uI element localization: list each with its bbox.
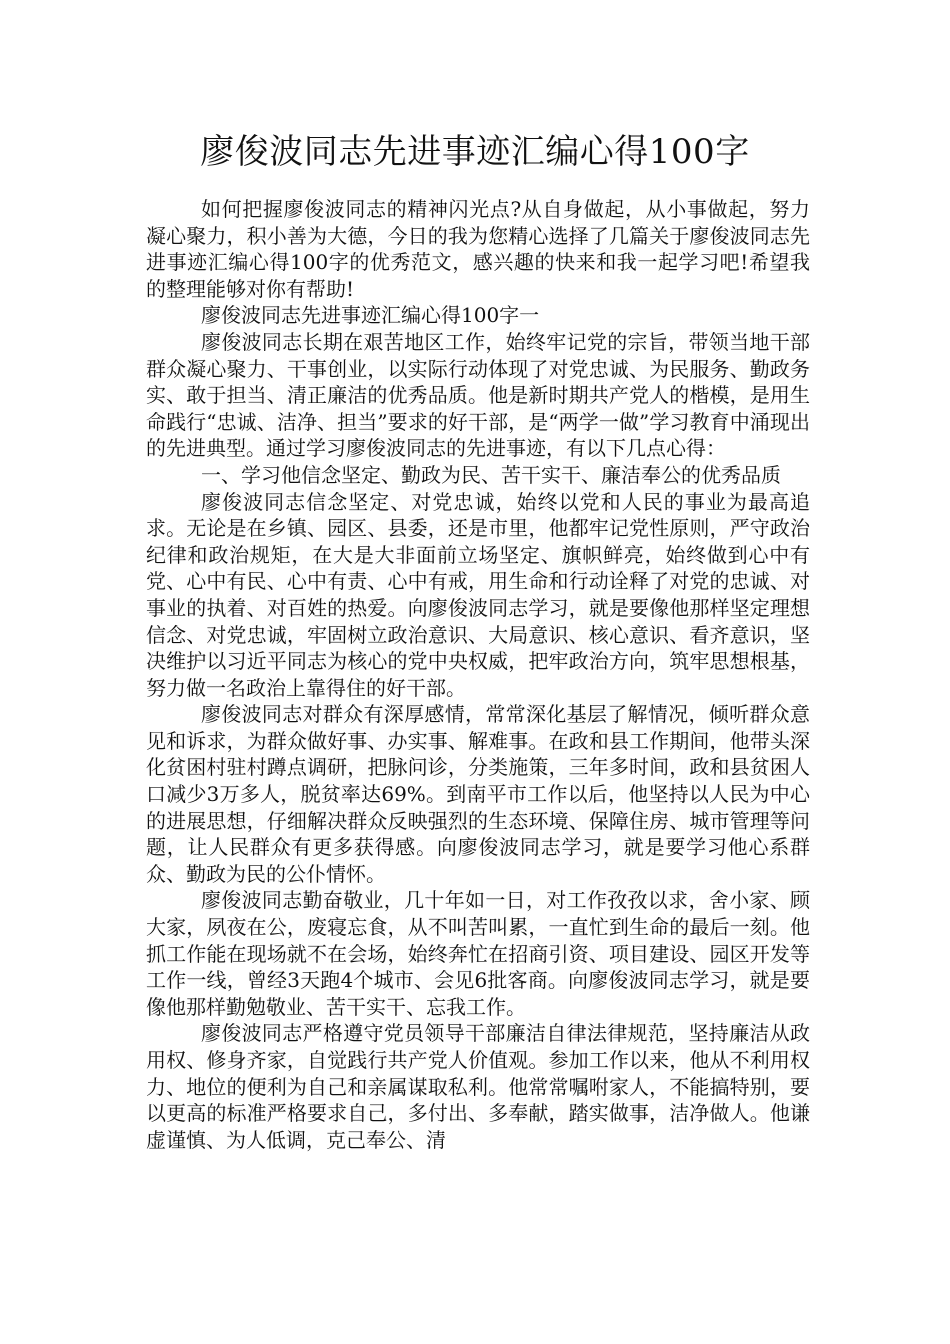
body-paragraph: 廖俊波同志勤奋敬业，几十年如一日，对工作孜孜以求，舍小家、顾大家，夙夜在公，废寝忘食，从不叫苦叫累，一直忙到生命的最后一刻。他抓工作能在现场就不在会场，始终奔忙在招商引资、项目建设、园区开发等工作一线，曾经3天跑4个城市、会见6批客商。向廖俊波同志学习，就是要像他那样勤勉敬业、苦干实干、忘我工作。	[146, 888, 810, 1019]
subsection-heading: 一、学习他信念坚定、勤政为民、苦干实干、廉洁奉公的优秀品质	[201, 462, 781, 487]
body-paragraph: 廖俊波同志严格遵守党员领导干部廉洁自律法律规范，坚持廉洁从政用权、修身齐家，自觉践行共产党人价值观。参加工作以来，他从不利用权力、地位的便利为自己和亲属谋取私利。他常常嘱咐家人，不能搞特别，要以更高的标准严格要求自己，多付出、多奉献，踏实做事，洁净做人。他谦虚谨慎、为人低调，克己奉公、清	[146, 1021, 810, 1152]
body-paragraph: 廖俊波同志长期在艰苦地区工作，始终牢记党的宗旨，带领当地干部群众凝心聚力、干事创业，以实际行动体现了对党忠诚、为民服务、勤政务实、敢于担当、清正廉洁的优秀品质。他是新时期共产党人的楷模，是用生命践行“忠诚、洁净、担当”要求的好干部，是“两学一做”学习教育中涌现出的先进典型。通过学习廖俊波同志的先进事迹，有以下几点心得：	[146, 329, 810, 461]
body-paragraph: 廖俊波同志对群众有深厚感情，常常深化基层了解情况，倾听群众意见和诉求，为群众做好事、办实事、解难事。在政和县工作期间，他带头深化贫困村驻村蹲点调研，把脉问诊，分类施策，三年多时间，政和县贫困人口减少3万多人，脱贫率达69%。到南平市工作以后，他坚持以人民为中心的进展思想，仔细解决群众反映强烈的生态环境、保障住房、城市管理等问题，让人民群众有更多获得感。向廖俊波同志学习，就是要学习他心系群众、勤政为民的公仆情怀。	[146, 702, 810, 886]
section-heading: 廖俊波同志先进事迹汇编心得100字一	[201, 303, 540, 328]
body-paragraph: 廖俊波同志信念坚定、对党忠诚，始终以党和人民的事业为最高追求。无论是在乡镇、园区、县委，还是市里，他都牢记党性原则，严守政治纪律和政治规矩，在大是大非面前立场坚定、旗帜鲜亮，始终做到心中有党、心中有民、心中有责、心中有戒，用生命和行动诠释了对党的忠诚、对事业的执着、对百姓的热爱。向廖俊波同志学习，就是要像他那样坚定理想信念、对党忠诚，牢固树立政治意识、大局意识、核心意识、看齐意识，坚决维护以习近平同志为核心的党中央权威，把牢政治方向，筑牢思想根基，努力做一名政治上靠得住的好干部。	[146, 489, 810, 700]
document-title: 廖俊波同志先进事迹汇编心得100字	[200, 132, 750, 172]
intro-paragraph: 如何把握廖俊波同志的精神闪光点?从自身做起，从小事做起，努力凝心聚力，积小善为大德，今日的我为您精心选择了几篇关于廖俊波同志先进事迹汇编心得100字的优秀范文，感兴趣的快来和我一起学习吧!希望我的整理能够对你有帮助!	[146, 197, 810, 301]
document-body	[146, 196, 810, 1153]
